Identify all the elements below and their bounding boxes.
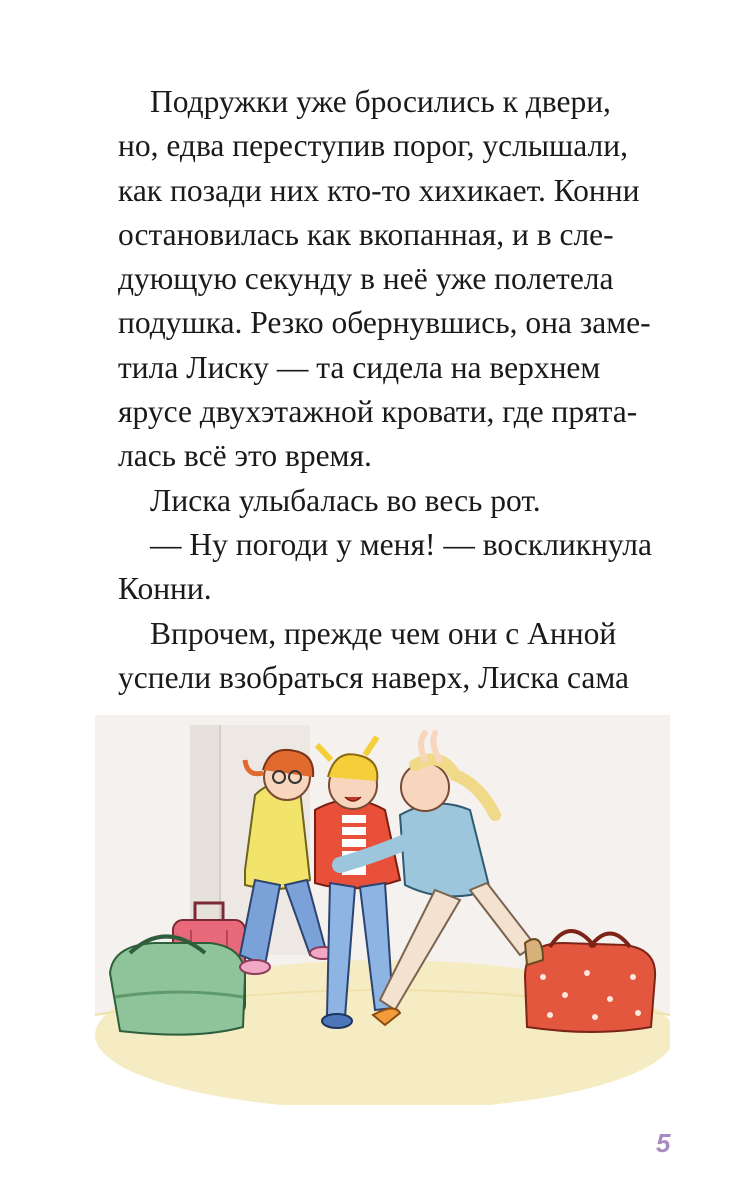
- text-line: но, едва переступив порог, услышали,: [118, 128, 628, 164]
- text-line: Лиска улыбалась во весь рот.: [150, 482, 541, 518]
- text-line: остановилась как вкопанная, и в сле-: [118, 216, 614, 252]
- text-line: подушка. Резко обернувшись, она заме-: [118, 305, 651, 341]
- text-line: тила Лиску — та сидела на верхнем: [118, 349, 601, 385]
- green-duffel-bag: [110, 937, 245, 1035]
- text-line: ярусе двухэтажной кровати, где прята-: [118, 394, 638, 430]
- girls-hugging-illustration: [95, 715, 670, 1105]
- text-line: лась всё это время.: [118, 438, 372, 474]
- text-line: дующую секунду в неё уже полетела: [118, 261, 614, 297]
- text-line: успели взобраться наверх, Лиска сама: [118, 659, 630, 695]
- text-line: Впрочем, прежде чем они с Анной: [150, 615, 617, 651]
- text-line: — Ну погоди у меня! — воскликнула: [150, 526, 653, 562]
- text-line: Конни.: [118, 571, 212, 607]
- text-line: как позади них кто-то хихикает. Конни: [118, 172, 640, 208]
- text-line: Подружки уже бросились к двери,: [150, 84, 611, 119]
- page-number: 5: [656, 1128, 671, 1158]
